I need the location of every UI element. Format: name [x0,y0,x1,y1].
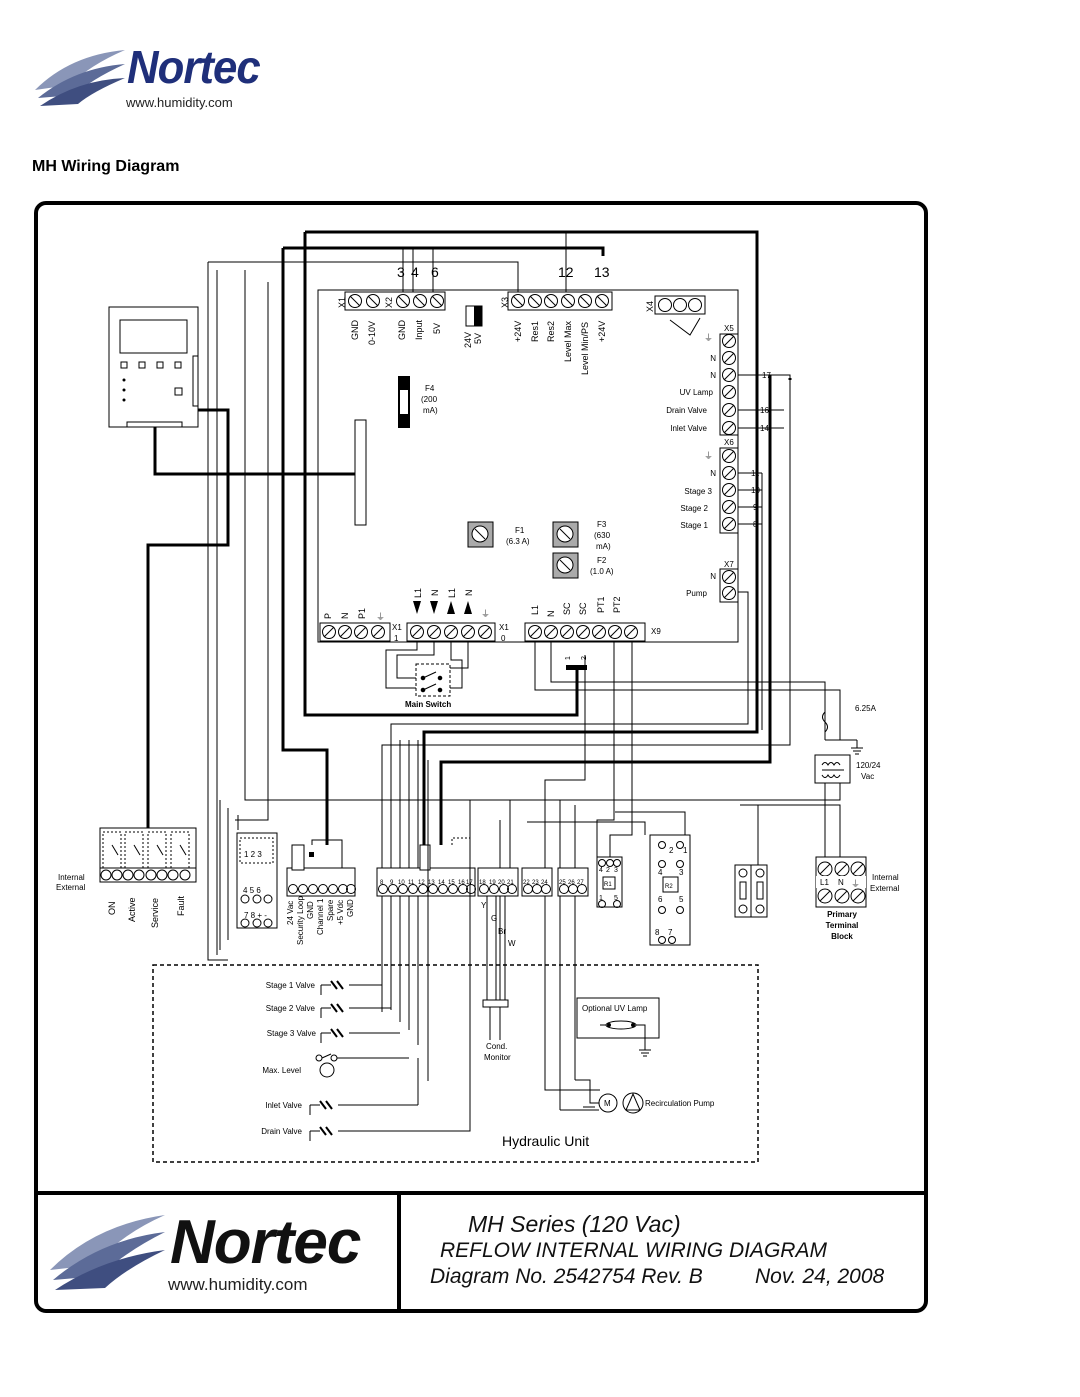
cond-monitor-label-2: Monitor [484,1053,511,1062]
bl-label-p1: P1 [357,607,367,619]
strip-10: 10 [398,880,405,886]
title-date: Nov. 24, 2008 [755,1265,885,1288]
pump-label: Recirculation Pump [645,1099,715,1108]
primary-internal: Internal [872,873,899,882]
io-24vac: 24 Vac [286,900,295,925]
r2-pin-5: 5 [679,895,684,904]
x1x2-rotated-labels [350,319,442,345]
wire-color-y: Y [481,901,487,910]
r1-pin-3: 3 [614,867,618,874]
hyd-drain: Drain Valve [261,1127,302,1136]
relay-external: External [56,883,86,892]
f3-label: F3 [597,520,607,529]
valve-symbols [310,760,470,1141]
x6-row-stage3: Stage 3 [684,487,712,496]
fuses-f1-f2-f3 [468,520,614,578]
bm-label-na: N [430,589,440,596]
x6-wire-9: 9 [753,503,758,512]
x9-label-n: N [546,610,556,617]
io-gnd2: GND [346,899,355,917]
r2-pin-6: 6 [658,895,663,904]
x2-label: X2 [384,296,394,308]
strip-24: 24 [541,880,548,886]
io-gnd1: GND [306,901,315,919]
relay-label-service: Service [150,897,160,928]
x1x2-label-5v: 5V [432,322,442,334]
num-4: 4 [411,264,419,280]
cond-monitor-label-1: Cond. [486,1042,508,1051]
hyd-maxlevel: Max. Level [262,1066,301,1075]
wire-color-g: G [491,914,498,923]
primary-terminal-block [816,857,900,941]
x3-label-24v: +24V [513,320,523,342]
page-title: MH Wiring Diagram [32,158,180,175]
pump-motor-label: M [604,1099,611,1108]
transformer-label-2: Vac [861,772,875,781]
title-series: MH Series (120 Vac) [468,1211,681,1237]
display-connector [355,420,366,525]
x1-0-label: X1 [499,623,509,632]
bm-label-l1b: L1 [447,587,457,598]
x1-bottom-label: X1 [392,623,402,632]
relay-label-on: ON [107,901,117,915]
fuse-holders [735,865,767,917]
conn-456: 4 5 6 [243,886,261,895]
strip-23: 23 [532,880,539,886]
wire-color-w: W [508,939,516,948]
x7-label: X7 [724,560,734,569]
primary-label-1: Primary [827,910,857,919]
conn-123: 1 2 3 [244,850,262,859]
f4-label: F4 [425,384,435,393]
recirculation-pump [560,1080,643,1113]
bl-label-n: N [340,612,350,619]
x6-row-stage1: Stage 1 [680,521,708,530]
conn-78: 7 8 + - [244,911,267,920]
r2-pin-3: 3 [679,868,684,877]
logo-wordmark: Nortec [127,41,260,93]
x9-pin-1: 1 [565,656,572,660]
primary-n: N [838,878,844,887]
bl-ground-icon: ⏚ [376,612,386,622]
f3-value: (630 [594,531,611,540]
bl-label-p: P [323,612,333,619]
io-security: Security Loop [296,896,305,945]
x5-wire-17: 17 [762,371,771,380]
strip-26: 26 [568,880,575,886]
x4-label: X4 [645,300,655,312]
num-12: 12 [558,264,574,280]
strip-17: 17 [466,880,473,886]
x5-row-inlet: Inlet Valve [670,424,707,433]
x5-row-n2: N [710,371,716,380]
control-board [318,290,738,642]
x5-row-drain: Drain Valve [666,406,707,415]
fuse-f4 [398,376,438,428]
main-switch [386,641,468,696]
strip-12: 12 [418,880,425,886]
primary-label-3: Block [831,932,853,941]
x9-label-l1: L1 [530,604,540,615]
top-numbers [397,264,610,280]
hyd-inlet: Inlet Valve [265,1101,302,1110]
f1-label: F1 [515,526,525,535]
x1x2-label-0-10v: 0-10V [367,320,377,345]
r1-pin-4: 4 [599,867,603,874]
primary-ground-icon: ⏚ [851,879,861,889]
x5-label: X5 [724,324,734,333]
r1-label: R1 [604,882,612,888]
relay-label-active: Active [127,897,137,922]
strip-14: 14 [438,880,445,886]
thin-wires [208,232,840,1110]
strip-25: 25 [559,880,566,886]
x3-rotated-labels [513,320,607,375]
strip-11: 11 [408,880,415,886]
strip-27: 27 [577,880,584,886]
f1-value: (6.3 A) [506,537,530,546]
logo-url: www.humidity.com [126,95,233,110]
hydraulic-unit-box [153,965,758,1162]
x1-bottom-num: 1 [394,634,399,643]
x3-label-24v2: +24V [597,320,607,342]
relay-r2 [650,835,690,945]
x6-wire-10: 10 [751,486,760,495]
relay-block [100,828,196,882]
x6-row-n: N [710,469,716,478]
x5-wire-14: 14 [760,424,769,433]
strip-22: 22 [523,880,530,886]
num-3: 3 [397,264,405,280]
strip-13: 13 [428,880,435,886]
relay-r1 [597,857,622,908]
x6-wire-11: 11 [751,469,760,478]
primary-external: External [870,884,900,893]
x7-row-pump: Pump [686,589,707,598]
terminal-x4 [645,296,705,335]
f4-unit: mA) [423,406,438,415]
x6-row-stage2: Stage 2 [680,504,708,513]
terminal-bottom-left [320,608,402,643]
jumper-24v: 24V [463,331,473,348]
terminal-bottom-mid [407,588,509,643]
relay-internal: Internal [58,873,85,882]
x5-row-uv: UV Lamp [679,388,713,397]
f4-value: (200 [421,395,438,404]
main-switch-label: Main Switch [405,700,452,709]
r2-pin-2: 2 [669,846,674,855]
uv-lamp-label: Optional UV Lamp [582,1004,648,1013]
cond-monitor [483,896,508,1040]
x9-label: X9 [651,627,661,636]
x3-label-res2: Res2 [546,320,556,342]
x1x2-label-input: Input [414,319,424,340]
x1-0-num: 0 [501,634,506,643]
x9-pin-2: 2 [581,656,588,660]
r2-pin-4: 4 [658,868,663,877]
strip-15: 15 [448,880,455,886]
jumper-5v: 5V [473,332,483,344]
r1-pin-2: 2 [606,867,610,874]
bm-ground-icon: ⏚ [481,609,491,619]
voltage-jumper [463,306,483,348]
hyd-stage2: Stage 2 Valve [265,1004,315,1013]
fuse-6-25a-label: 6.25A [855,704,876,713]
x7-row-n: N [710,572,716,581]
footer-logo-wordmark: Nortec [170,1208,361,1277]
num-13: 13 [594,264,610,280]
terminal-x3 [500,292,612,310]
x3-label-levelmin: Level Min/PS [580,321,590,375]
x1-label: X1 [337,296,347,308]
f2-value: (1.0 A) [590,567,614,576]
r2-pin-8: 8 [655,928,660,937]
primary-label-2: Terminal [825,921,859,930]
x9-label-pt1: PT1 [596,596,606,613]
relay-label-fault: Fault [176,895,186,916]
terminal-x7 [686,560,738,602]
display-module [109,307,198,427]
hyd-stage1: Stage 1 Valve [265,981,315,990]
title-diagram: REFLOW INTERNAL WIRING DIAGRAM [440,1239,827,1262]
x9-label-sc1: SC [562,602,572,615]
bm-label-l1a: L1 [413,587,423,598]
x5-ground-icon: ⏚ [704,333,714,343]
x3-label-levelmax: Level Max [563,320,573,362]
io-terminals [286,840,356,945]
r2-pin-1: 1 [683,846,688,855]
footer-swoosh-icon [45,1210,185,1300]
wire-color-br: Br [498,927,506,936]
strip-16: 16 [458,880,465,886]
io-spare: Spare [326,899,335,921]
r2-label: R2 [665,884,673,890]
connector-123 [237,833,277,928]
title-diagram-no: Diagram No. 2542754 Rev. B [430,1265,703,1288]
hyd-stage3: Stage 3 Valve [266,1029,316,1038]
strip-18: 18 [479,880,486,886]
x5-wire-16: 16 [760,406,769,415]
io-5vdc: +5 Vdc [336,899,345,925]
strip-9: 9 [390,880,394,886]
bm-label-nb: N [464,589,474,596]
primary-l1: L1 [820,878,829,887]
terminal-x9 [525,596,661,670]
r2-pin-7: 7 [668,928,673,937]
f3-unit: mA) [596,542,611,551]
strip-21: 21 [507,880,514,886]
transformer-label-1: 120/24 [856,761,881,770]
x5-row-n1: N [710,354,716,363]
strip-20: 20 [498,880,505,886]
hydraulic-unit-title: Hydraulic Unit [502,1133,590,1149]
terminal-x6 [680,438,760,533]
x1x2-label-gnd: GND [350,320,360,340]
num-6: 6 [431,264,439,280]
x3-label: X3 [500,296,510,308]
x3-label-res1: Res1 [530,320,540,342]
x1x2-label-gnd2: GND [397,320,407,340]
x6-label: X6 [724,438,734,447]
r1-pin-5: 5 [614,895,618,902]
strip-8: 8 [380,880,384,886]
footer-logo-url: www.humidity.com [168,1275,308,1294]
strip-19: 19 [489,880,496,886]
io-channel1: Channel 1 [316,898,325,935]
x6-ground-icon: ⏚ [704,451,714,461]
terminal-x1-x2 [337,292,445,310]
f2-label: F2 [597,556,607,565]
r1-pin-1: 1 [599,895,603,902]
x9-label-pt2: PT2 [612,596,622,613]
x9-label-sc2: SC [578,602,588,615]
x6-wire-8: 8 [753,520,758,529]
